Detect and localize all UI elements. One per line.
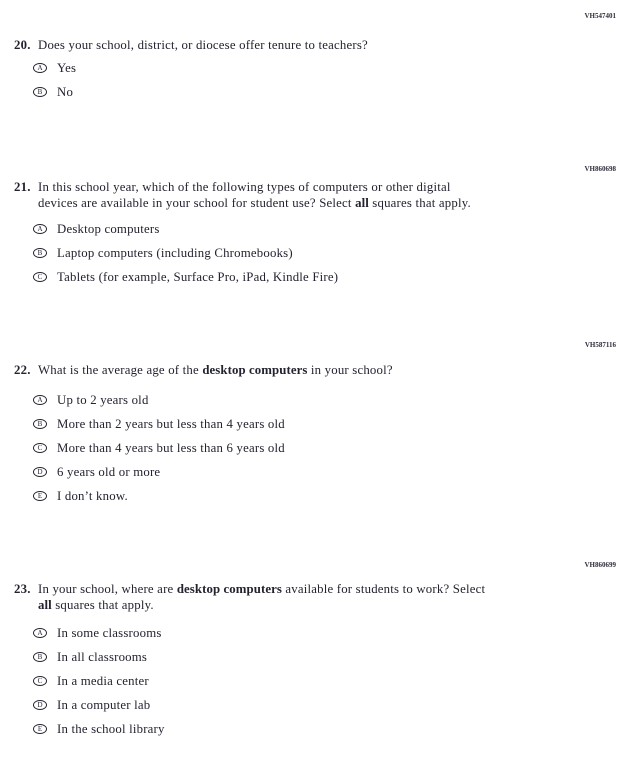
answer-oval-icon[interactable]: E [33,491,47,501]
option-label: Up to 2 years old [57,392,149,407]
question-prompt [38,179,622,211]
question-row [0,179,622,211]
answer-oval-icon[interactable]: D [33,700,47,710]
option-label: I don’t know. [57,488,128,503]
option-label: Desktop computers [57,221,160,236]
prompt-line [38,597,622,613]
answer-oval-icon[interactable]: A [33,628,47,638]
question-row [0,581,622,613]
question-number: 21. [14,180,31,194]
question-accession-code: VH587116 [584,341,616,349]
option-row[interactable] [33,412,622,436]
question-block-22 [0,341,622,508]
prompt-segment: devices are available in your school for student use? Select [38,196,356,210]
option-label: In some classrooms [57,625,162,640]
options-list [0,56,622,104]
answer-oval-icon[interactable]: C [33,272,47,282]
answer-oval-icon[interactable]: B [33,248,47,258]
question-row [0,37,622,53]
option-label: 6 years old or more [57,464,161,479]
option-row[interactable] [33,56,622,80]
prompt-segment: all [355,196,369,210]
options-list [0,217,622,289]
option-row[interactable] [33,621,622,645]
option-row[interactable] [33,669,622,693]
question-accession-code: VH860699 [584,561,616,569]
option-row[interactable] [33,436,622,460]
questionnaire-page [0,12,622,741]
option-row[interactable] [33,80,622,104]
question-prompt [38,581,622,613]
question-prompt [38,37,622,53]
question-block-20 [0,12,622,104]
prompt-line [38,581,622,597]
option-row[interactable] [33,717,622,741]
prompt-segment: squares that apply. [368,196,471,210]
option-label: Tablets (for example, Surface Pro, iPad, Kindle Fire) [57,269,339,284]
question-number: 23. [14,582,31,596]
answer-oval-icon[interactable]: A [33,63,47,73]
question-number: 22. [14,363,31,377]
prompt-segment: What is the average age of the [38,363,203,377]
answer-oval-icon[interactable]: B [33,419,47,429]
question-block-21 [0,165,622,289]
prompt-segment: squares that apply. [51,598,154,612]
options-list [0,388,622,508]
option-label: Yes [57,60,77,75]
option-row[interactable] [33,460,622,484]
answer-oval-icon[interactable]: A [33,224,47,234]
prompt-line [38,362,622,378]
prompt-segment: Does your school, district, or diocese offer tenure to teachers? [38,38,368,52]
question-prompt [38,362,622,378]
prompt-segment: desktop computers [202,363,308,377]
answer-oval-icon[interactable]: E [33,724,47,734]
answer-oval-icon[interactable]: C [33,676,47,686]
answer-oval-icon[interactable]: B [33,652,47,662]
option-row[interactable] [33,693,622,717]
answer-oval-icon[interactable]: D [33,467,47,477]
option-row[interactable] [33,265,622,289]
question-accession-code: VH547401 [584,12,616,20]
option-label: Laptop computers (including Chromebooks) [57,245,293,260]
answer-oval-icon[interactable]: C [33,443,47,453]
option-row[interactable] [33,645,622,669]
prompt-segment: available for students to work? Select [281,582,486,596]
option-label: No [57,84,74,99]
option-row[interactable] [33,484,622,508]
option-row[interactable] [33,241,622,265]
answer-oval-icon[interactable]: B [33,87,47,97]
option-row[interactable] [33,388,622,412]
prompt-line [38,195,622,211]
option-row[interactable] [33,217,622,241]
prompt-segment: in your school? [307,363,393,377]
option-label: More than 4 years but less than 6 years old [57,440,285,455]
option-label: More than 2 years but less than 4 years old [57,416,285,431]
option-label: In a media center [57,673,149,688]
prompt-segment: In your school, where are [38,582,177,596]
prompt-line [38,37,622,53]
option-label: In a computer lab [57,697,151,712]
prompt-segment: all [38,598,52,612]
answer-oval-icon[interactable]: A [33,395,47,405]
option-label: In all classrooms [57,649,148,664]
question-accession-code: VH860698 [584,165,616,173]
option-label: In the school library [57,721,165,736]
options-list [0,621,622,741]
prompt-segment: In this school year, which of the following types of computers or other digital [38,180,451,194]
question-row [0,362,622,378]
prompt-segment: desktop computers [176,582,282,596]
question-block-23 [0,561,622,741]
question-number: 20. [14,38,31,52]
prompt-line [38,179,622,195]
